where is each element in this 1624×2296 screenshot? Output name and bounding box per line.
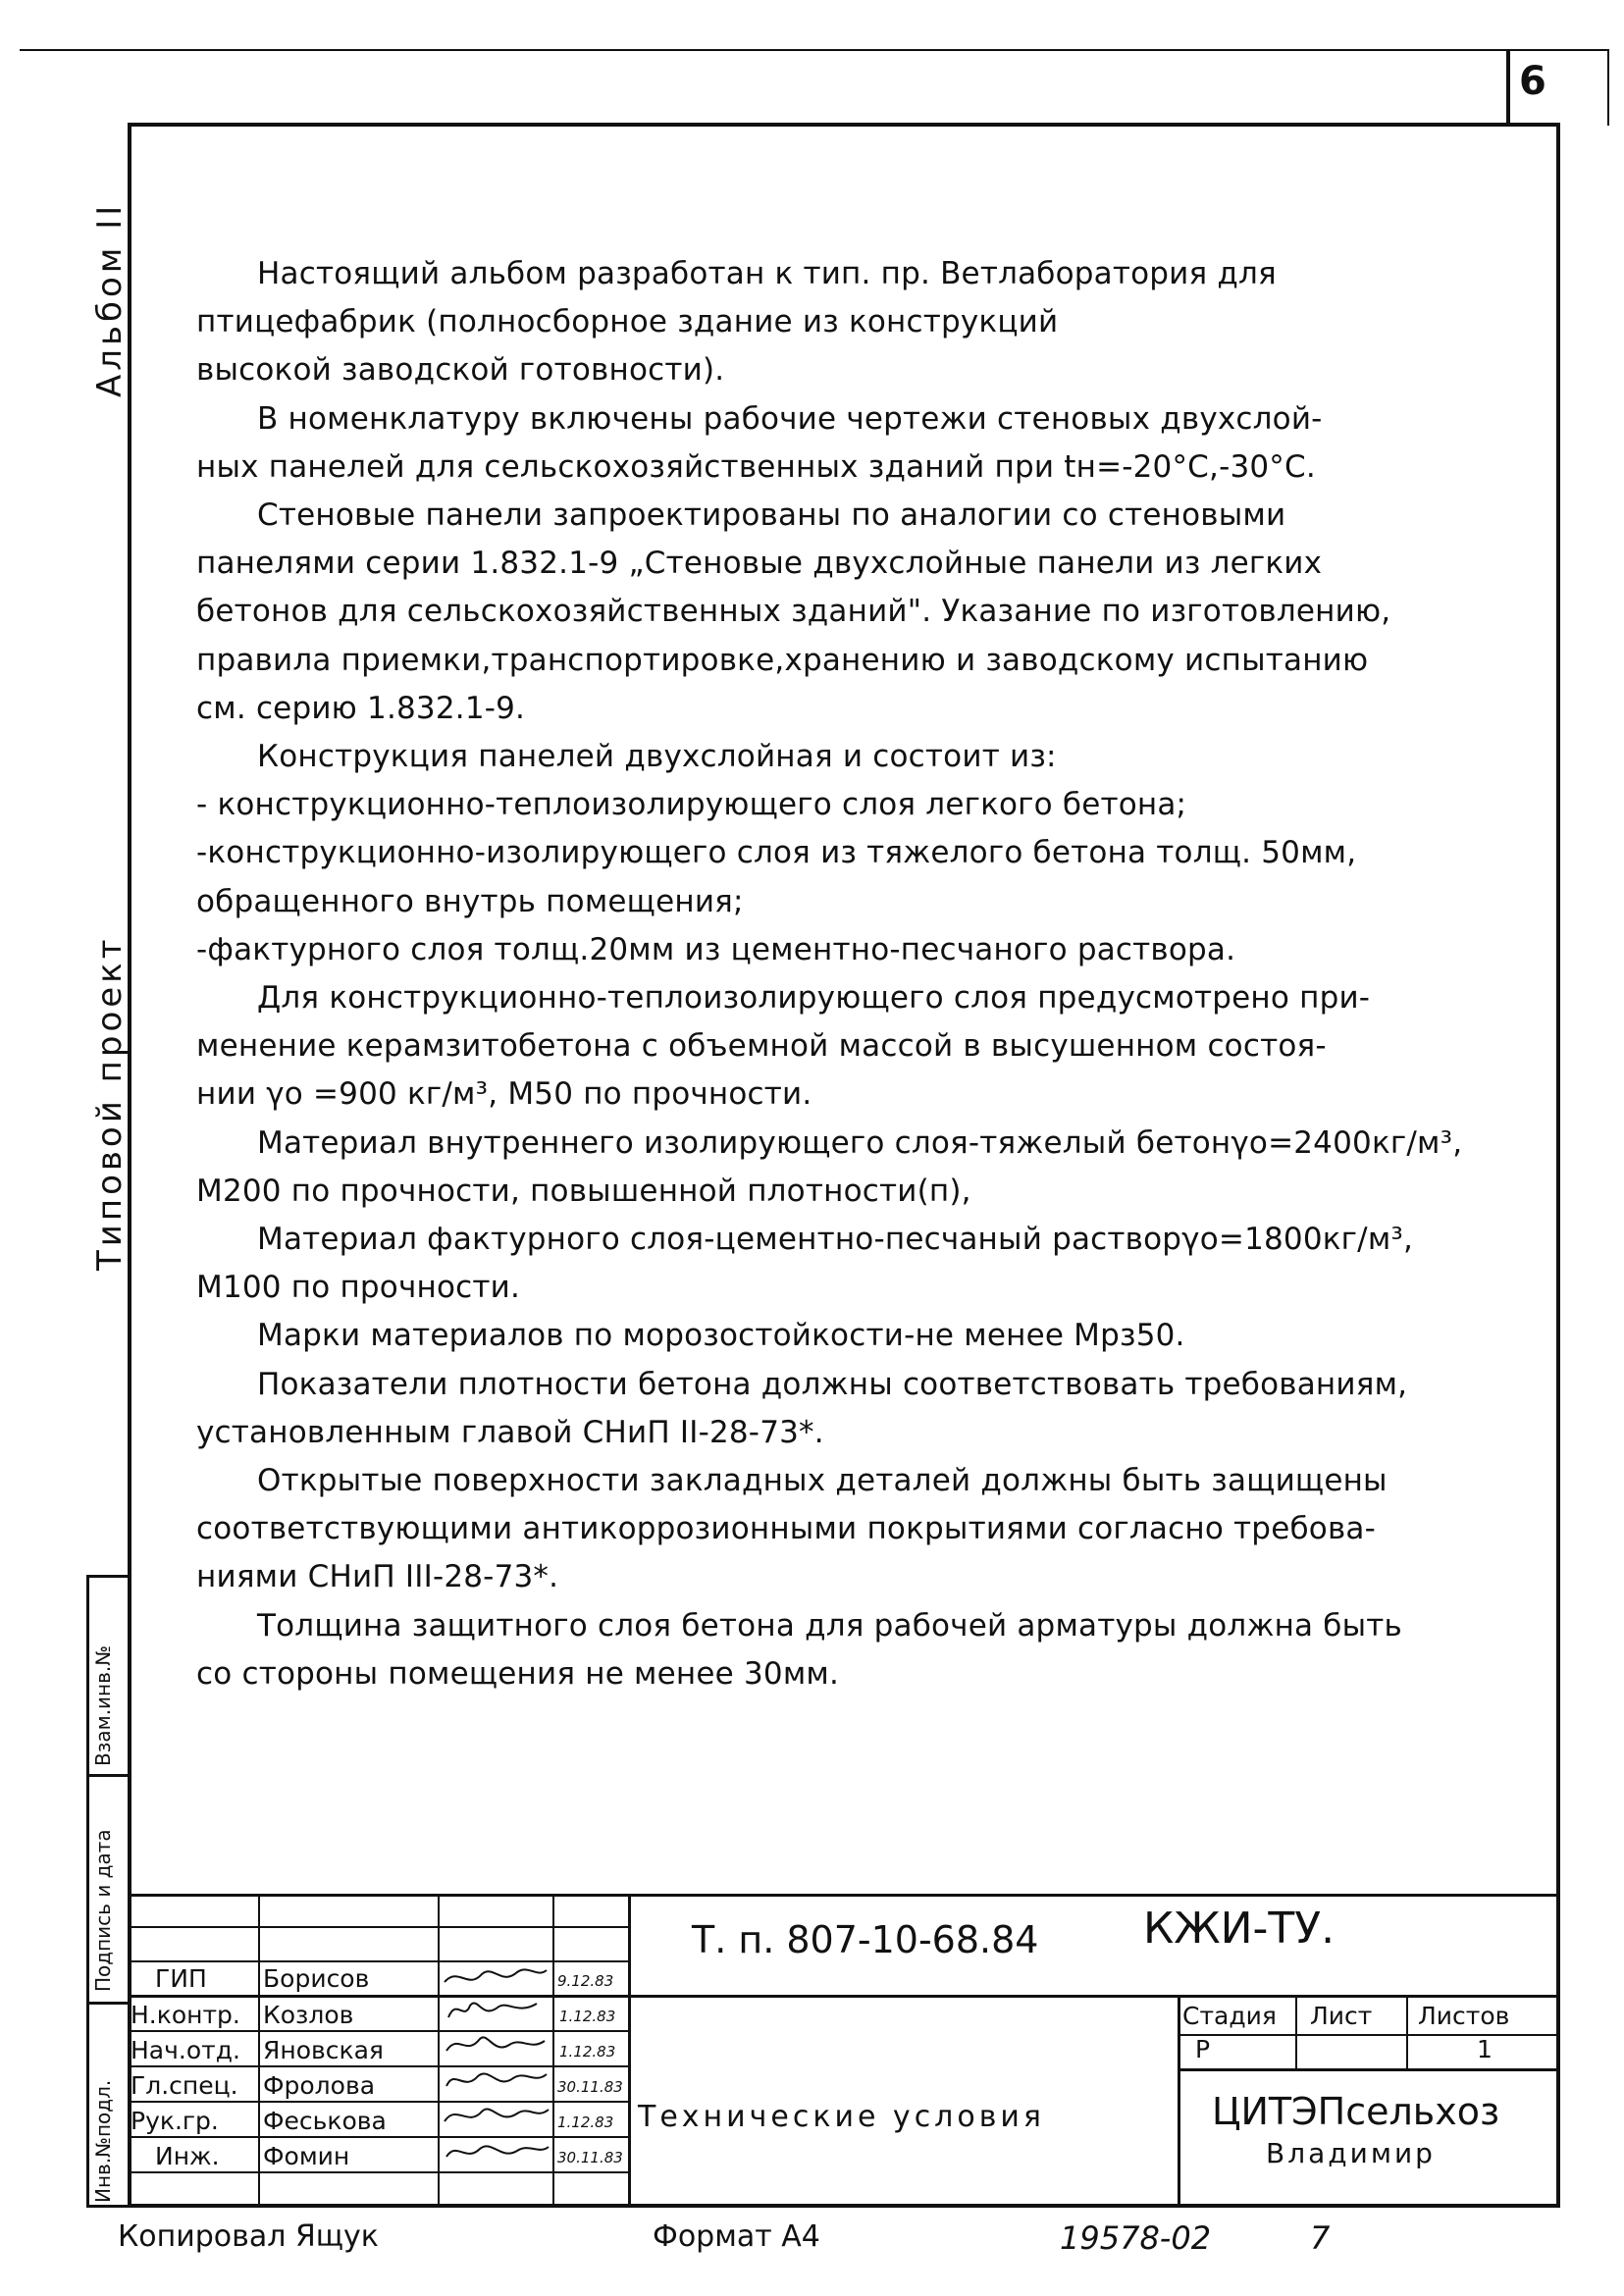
staff-date-3: 1.12.83 xyxy=(559,2043,616,2061)
staff-name-6: Фомин xyxy=(263,2142,350,2170)
signature-3 xyxy=(446,2037,545,2051)
footer-format: Формат А4 xyxy=(653,2219,820,2254)
staff-role-3: Нач.отд. xyxy=(131,2036,240,2064)
text-line-15: -фактурного слоя толщ.20мм из цементно-песчаного раствора. xyxy=(196,931,1236,967)
signature-5 xyxy=(445,2109,549,2121)
staff-name-1: Борисов xyxy=(263,1964,370,1993)
text-line-25: установленным главой СНиП II-28-73*. xyxy=(196,1414,824,1450)
text-line-24: Показатели плотности бетона должны соответствовать требованиям, xyxy=(257,1366,1408,1402)
footer-copied: Копировал Ящук xyxy=(118,2219,379,2254)
signatures-svg xyxy=(439,1960,552,2206)
text-line-11: Конструкция панелей двухслойная и состоит из: xyxy=(257,739,1057,775)
stamp-divider-main xyxy=(628,1894,631,2208)
body-text xyxy=(196,250,1536,1698)
text-line-1: Настоящий альбом разработан к тип. пр. Ветлаборатория для xyxy=(257,256,1277,291)
header-sheets: Листов xyxy=(1418,2002,1510,2030)
strip-label-replace: Взам.инв.№ xyxy=(91,1644,115,1766)
album-label: Альбом II xyxy=(90,201,130,397)
doc-title: Технические условия xyxy=(638,2100,1045,2134)
staff-date-2: 1.12.83 xyxy=(559,2008,616,2025)
stamp-divider-right xyxy=(1178,1995,1180,2208)
text-line-2: птицефабрик (полносборное здание из конструкций xyxy=(196,304,1059,340)
doc-mark: КЖИ-ТУ. xyxy=(1143,1904,1336,1954)
text-line-20: М200 по прочности, повышенной плотности(п), xyxy=(196,1173,971,1209)
staff-date-1: 9.12.83 xyxy=(557,1972,614,1990)
text-line-22: М100 по прочности. xyxy=(196,1270,521,1306)
staff-date-5: 1.12.83 xyxy=(557,2113,614,2131)
strip-label-inv: Инв.№подл. xyxy=(91,2079,115,2203)
text-line-17: менение керамзитобетона с объемной массой в высушенном состоя- xyxy=(196,1028,1327,1065)
text-line-13: -конструкционно-изолирующего слоя из тяжелого бетона толщ. 50мм, xyxy=(196,835,1357,871)
staff-role-4: Гл.спец. xyxy=(131,2071,238,2100)
signature-4 xyxy=(446,2073,547,2086)
sheet-number: 6 xyxy=(1519,59,1546,104)
staff-role-5: Рук.гр. xyxy=(131,2107,219,2135)
staff-role-6: Инж. xyxy=(155,2142,220,2170)
staff-name-2: Козлов xyxy=(263,2001,354,2029)
header-stage: Стадия xyxy=(1182,2002,1277,2030)
text-line-3: высокой заводской готовности). xyxy=(196,352,725,389)
text-line-16: Для конструкционно-теплоизолирующего слоя предусмотрено при- xyxy=(257,980,1371,1017)
stamp-stage-line-1 xyxy=(1178,2034,1560,2036)
stamp-col-line-1 xyxy=(258,1894,260,2208)
org-name: ЦИТЭПсельхоз xyxy=(1212,2090,1500,2133)
top-border-line xyxy=(20,49,1609,51)
text-line-6: Стеновые панели запроектированы по аналогии со стеновыми xyxy=(257,497,1286,534)
text-line-26: Открытые поверхности закладных деталей должны быть защищены xyxy=(257,1463,1388,1499)
strip-label-signature: Подпись и дата xyxy=(91,1829,115,1992)
text-line-30: со стороны помещения не менее 30мм. xyxy=(196,1655,840,1692)
text-line-14: обращенного внутрь помещения; xyxy=(196,883,744,919)
text-line-8: бетонов для сельскохозяйственных зданий". Указание по изготовлению, xyxy=(196,594,1391,630)
text-line-29: Толщина защитного слоя бетона для рабочей арматуры должна быть xyxy=(257,1607,1403,1644)
left-strip-divider-2 xyxy=(86,2002,128,2005)
signature-6 xyxy=(446,2146,549,2157)
stamp-row-line-3 xyxy=(128,1995,1560,1998)
org-city: Владимир xyxy=(1266,2137,1436,2169)
stamp-col-line-3 xyxy=(552,1894,554,2208)
text-line-5: ных панелей для сельскохозяйственных зданий при tн=-20°C,-30°C. xyxy=(196,448,1316,485)
text-line-4: В номенклатуру включены рабочие чертежи стеновых двухслой- xyxy=(257,400,1323,437)
text-line-27: соответствующими антикоррозионными покрытиями согласно требова- xyxy=(196,1511,1376,1547)
stamp-stage-line-2 xyxy=(1178,2068,1560,2071)
text-line-10: см. серию 1.832.1-9. xyxy=(196,690,526,726)
stamp-stage-col-2 xyxy=(1406,1995,1408,2068)
right-border-line xyxy=(1607,49,1609,126)
stamp-stage-col-1 xyxy=(1295,1995,1297,2068)
staff-date-6: 30.11.83 xyxy=(557,2149,623,2166)
text-line-21: Материал фактурного слоя-цементно-песчаный растворγo=1800кг/м³, xyxy=(257,1222,1414,1258)
value-stage: Р xyxy=(1195,2035,1211,2063)
footer-inventory: 19578-02 xyxy=(1060,2219,1212,2257)
staff-name-4: Фролова xyxy=(263,2071,376,2100)
text-line-12: - конструкционно-теплоизолирующего слоя легкого бетона; xyxy=(196,787,1187,823)
doc-code: Т. п. 807-10-68.84 xyxy=(692,1918,1039,1961)
staff-role-2: Н.контр. xyxy=(131,2001,240,2029)
signature-1 xyxy=(445,1969,547,1982)
staff-date-4: 30.11.83 xyxy=(557,2078,623,2096)
header-sheet: Лист xyxy=(1310,2002,1373,2030)
text-line-18: нии γo =900 кг/м³, М50 по прочности. xyxy=(196,1076,812,1113)
staff-name-5: Феськова xyxy=(263,2107,387,2135)
text-line-23: Марки материалов по морозостойкости-не менее Мрз50. xyxy=(257,1318,1185,1354)
text-line-7: панелями серии 1.832.1-9 „Стеновые двухслойные панели из легких xyxy=(196,546,1323,582)
staff-role-1: ГИП xyxy=(155,1964,207,1993)
left-strip-divider-1 xyxy=(86,1774,128,1777)
staff-name-3: Яновская xyxy=(263,2036,384,2064)
stamp-top-line xyxy=(128,1894,1560,1897)
text-line-28: ниями СНиП III-28-73*. xyxy=(196,1559,559,1595)
footer-page: 7 xyxy=(1310,2219,1331,2257)
text-line-19: Материал внутреннего изолирующего слоя-тяжелый бетонγo=2400кг/м³, xyxy=(257,1124,1463,1161)
project-label: Типовой проект xyxy=(90,935,130,1271)
text-line-9: правила приемки,транспортировке,хранению и заводскому испытанию xyxy=(196,642,1369,678)
value-sheets: 1 xyxy=(1477,2035,1493,2063)
signature-2 xyxy=(448,2003,537,2017)
